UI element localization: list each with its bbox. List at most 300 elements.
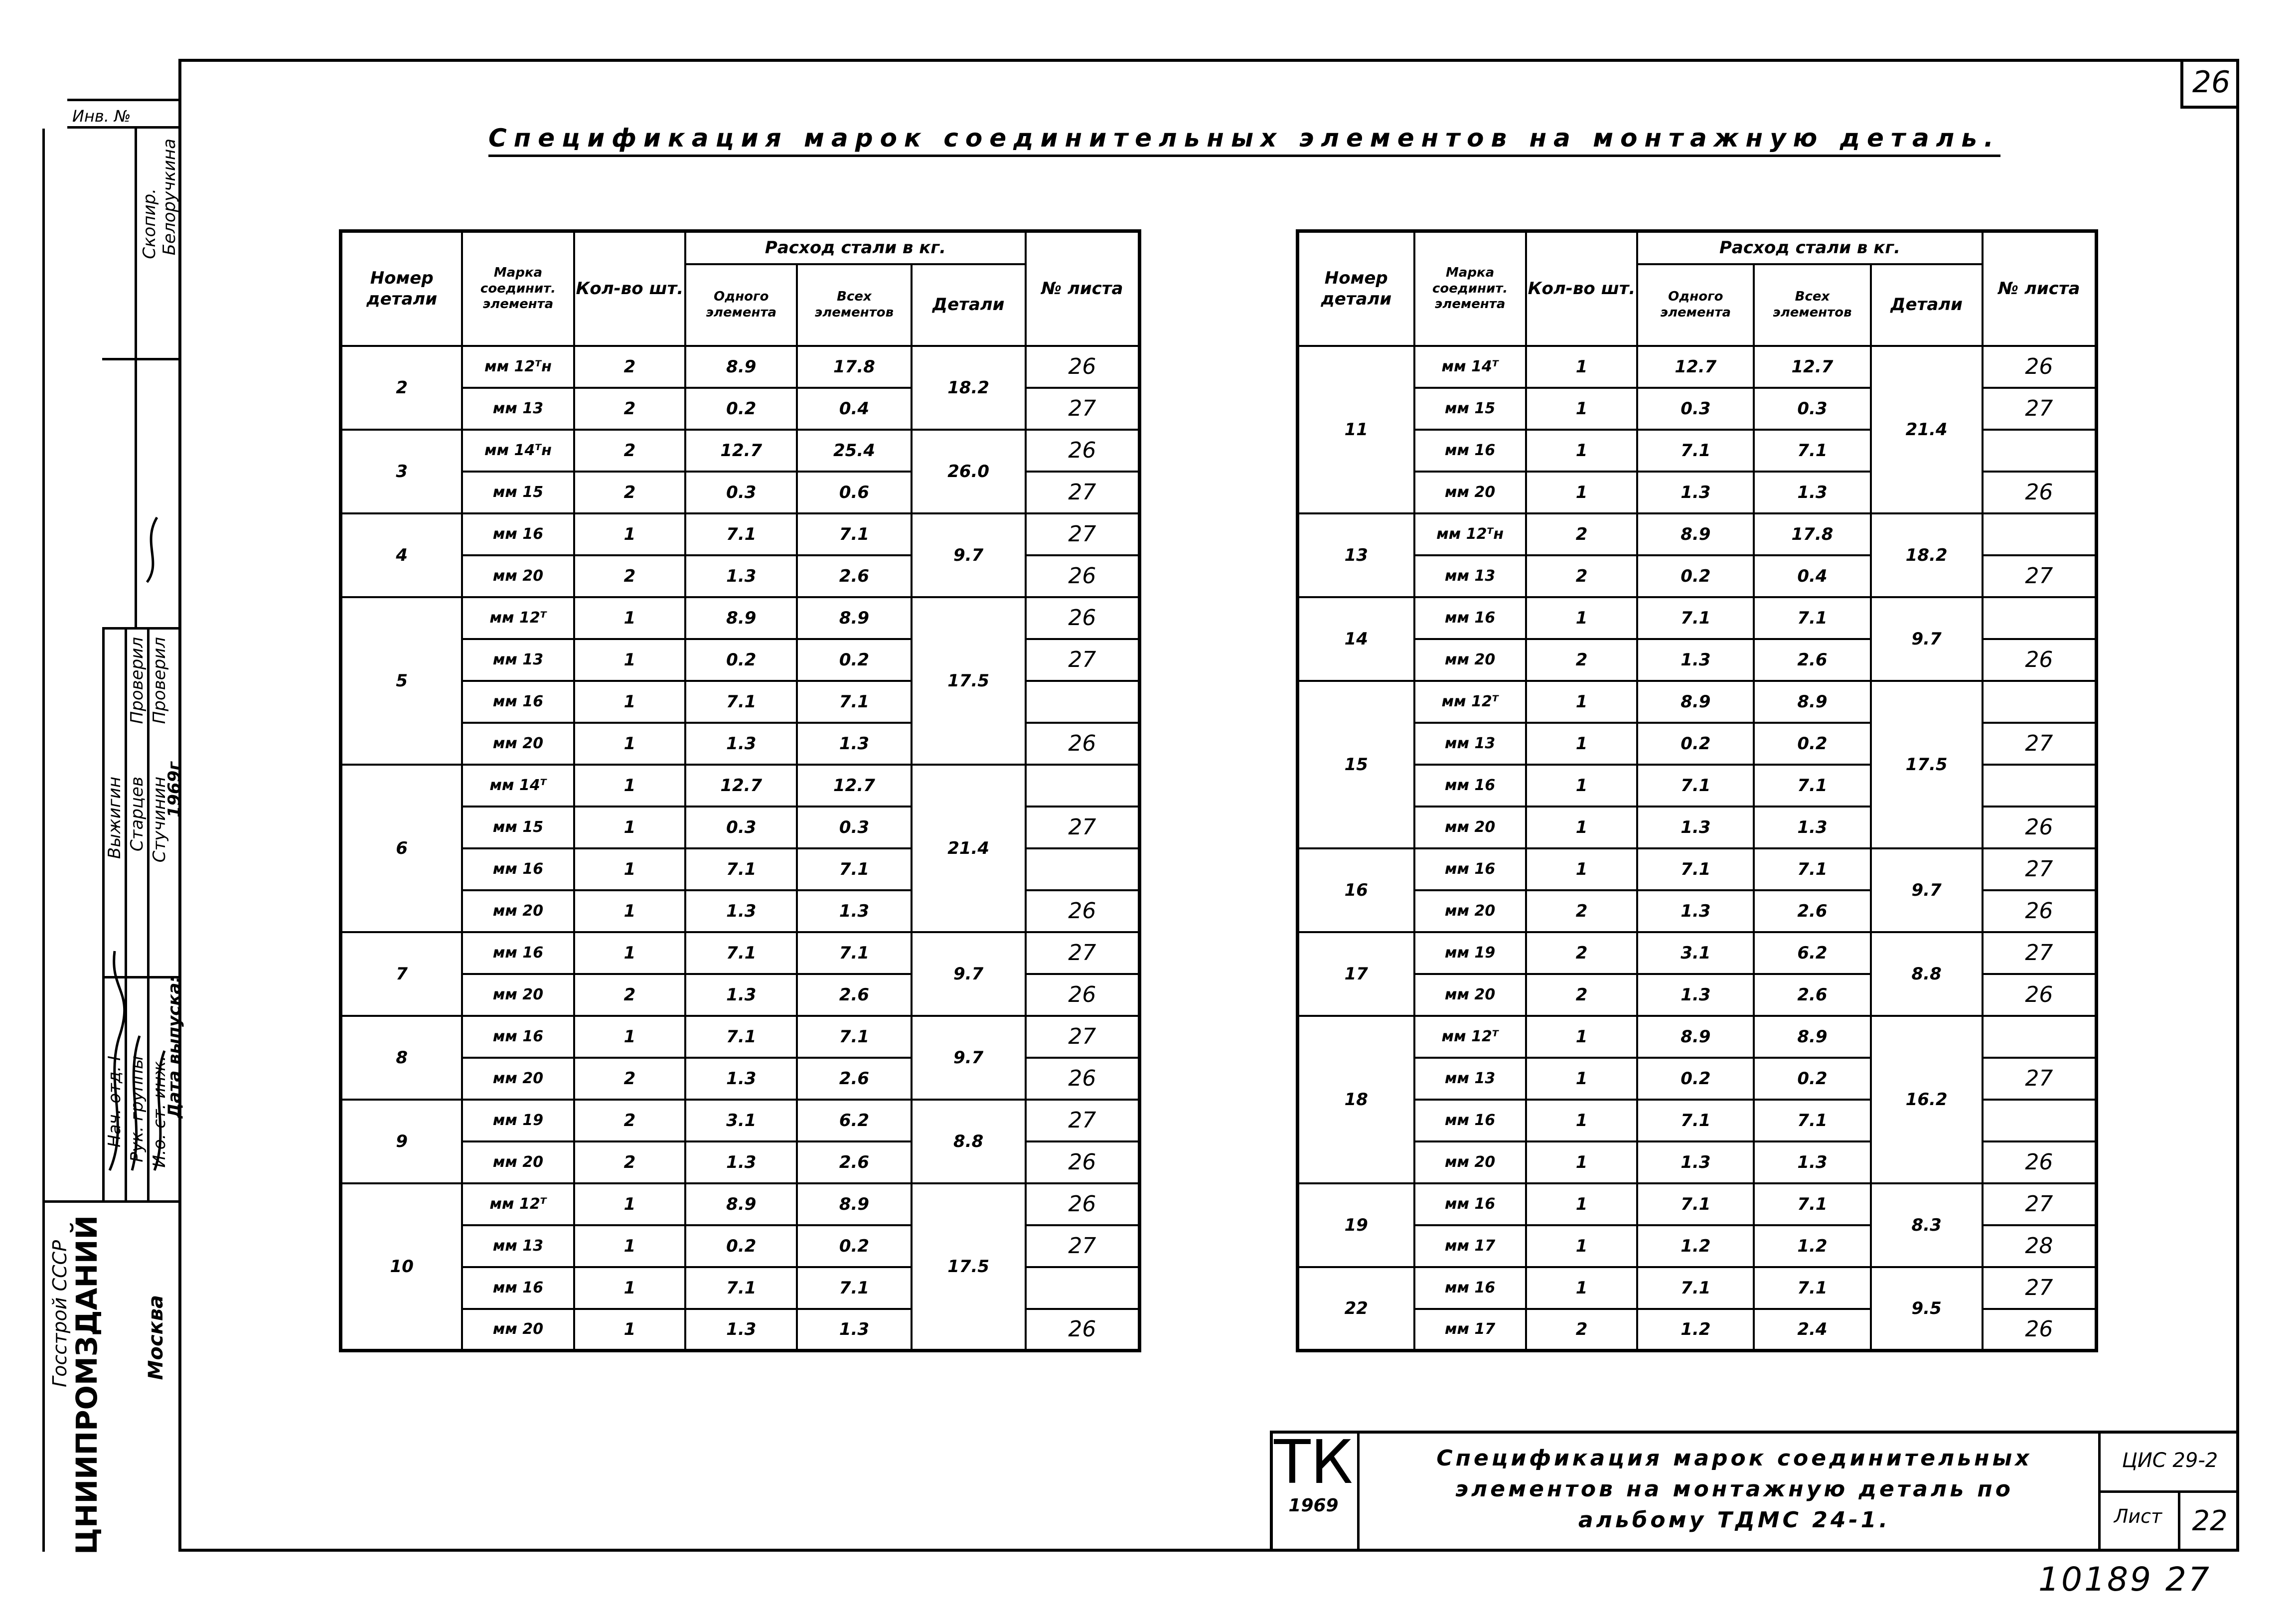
mark-cell: мм 16 <box>462 932 574 974</box>
one-element-cell: 1.3 <box>685 890 797 932</box>
qty-cell: 1 <box>574 513 686 555</box>
sheet-cell: 27 <box>1026 639 1140 681</box>
all-elements-cell: 1.3 <box>797 723 911 765</box>
title-block-line-1: Спецификация марок соединительных <box>1436 1446 2032 1471</box>
tk-year: 1969 <box>1288 1495 1339 1516</box>
mark-cell: мм 20 <box>462 1058 574 1100</box>
qty-cell: 1 <box>574 1016 686 1058</box>
qty-cell: 2 <box>1526 555 1638 597</box>
mark-cell: мм 16 <box>1414 848 1526 890</box>
sheet-cell <box>1026 1267 1140 1309</box>
detail-number-cell: 11 <box>1298 346 1414 513</box>
qty-cell: 2 <box>1526 1309 1638 1351</box>
table-row <box>341 1016 1140 1058</box>
all-elements-cell: 2.6 <box>797 1141 911 1183</box>
table-row <box>1298 848 2097 890</box>
qty-cell: 1 <box>1526 597 1638 639</box>
qty-cell: 2 <box>574 346 686 388</box>
detail-number-cell: 3 <box>341 430 462 513</box>
qty-cell: 1 <box>1526 1225 1638 1267</box>
all-elements-cell: 6.2 <box>797 1100 911 1141</box>
one-element-cell: 7.1 <box>1637 848 1754 890</box>
header-qty: Кол-во шт. <box>574 231 686 346</box>
sheet-cell <box>1026 848 1140 890</box>
mark-cell: мм 13 <box>1414 723 1526 765</box>
qty-cell: 1 <box>1526 1100 1638 1141</box>
qty-cell: 2 <box>574 1058 686 1100</box>
detail-number-cell: 17 <box>1298 932 1414 1016</box>
release-date-label: Дата выпуска: <box>164 976 184 1119</box>
mark-cell: мм 12ᵀ <box>1414 681 1526 723</box>
all-elements-cell: 7.1 <box>1754 430 1870 472</box>
all-elements-cell: 1.3 <box>1754 1141 1870 1183</box>
sheet-cell: 27 <box>1983 932 2097 974</box>
header-steel: Расход стали в кг. <box>1637 231 1982 264</box>
one-element-cell: 1.3 <box>1637 639 1754 681</box>
sheet-cell: 26 <box>1026 890 1140 932</box>
mark-cell: мм 20 <box>462 1309 574 1351</box>
all-elements-cell: 2.6 <box>797 555 911 597</box>
sheet-cell: 27 <box>1026 1016 1140 1058</box>
mark-cell: мм 12ᵀ <box>462 597 574 639</box>
qty-cell: 2 <box>574 974 686 1016</box>
all-elements-cell: 2.6 <box>797 1058 911 1100</box>
detail-total-cell: 9.5 <box>1871 1267 1983 1351</box>
qty-cell: 1 <box>574 1309 686 1351</box>
one-element-cell: 12.7 <box>685 430 797 472</box>
mark-cell: мм 20 <box>462 890 574 932</box>
tk-letters: ТК <box>1274 1428 1353 1497</box>
sheet-cell: 27 <box>1026 1100 1140 1141</box>
one-element-cell: 8.9 <box>1637 681 1754 723</box>
detail-total-cell: 8.8 <box>912 1100 1026 1183</box>
qty-cell: 1 <box>1526 430 1638 472</box>
one-element-cell: 7.1 <box>685 1016 797 1058</box>
checked-1: Проверил <box>127 637 147 724</box>
qty-cell: 1 <box>574 807 686 848</box>
sheet-cell: 26 <box>1983 890 2097 932</box>
sheet-cell: 27 <box>1026 1225 1140 1267</box>
qty-cell: 1 <box>574 597 686 639</box>
one-element-cell: 1.3 <box>685 723 797 765</box>
detail-number-cell: 4 <box>341 513 462 597</box>
qty-cell: 1 <box>574 1183 686 1225</box>
table-row <box>341 597 1140 639</box>
sheet-cell <box>1983 1100 2097 1141</box>
title-block-text <box>1371 1443 2098 1536</box>
signature-copy <box>137 507 177 587</box>
all-elements-cell: 8.9 <box>797 597 911 639</box>
one-element-cell: 7.1 <box>1637 1100 1754 1141</box>
sheet-cell <box>1983 681 2097 723</box>
qty-cell: 1 <box>1526 1058 1638 1100</box>
qty-cell: 2 <box>574 472 686 513</box>
one-element-cell: 1.3 <box>685 555 797 597</box>
detail-number-cell: 8 <box>341 1016 462 1100</box>
header-sheet: № листа <box>1983 231 2097 346</box>
all-elements-cell: 7.1 <box>797 513 911 555</box>
one-element-cell: 7.1 <box>1637 597 1754 639</box>
detail-total-cell: 21.4 <box>912 765 1026 932</box>
one-element-cell: 0.3 <box>1637 388 1754 430</box>
role-2: Рук. группы <box>127 1056 147 1162</box>
qty-cell: 1 <box>1526 723 1638 765</box>
qty-cell: 1 <box>1526 346 1638 388</box>
all-elements-cell: 8.9 <box>1754 1016 1870 1058</box>
header-all: Всех элементов <box>797 264 911 346</box>
sheet-cell <box>1983 430 2097 472</box>
sheet-cell: 27 <box>1983 1183 2097 1225</box>
qty-cell: 1 <box>574 932 686 974</box>
title-block-line-3: альбому ТДМС 24-1. <box>1578 1507 1891 1533</box>
detail-total-cell: 17.5 <box>912 597 1026 765</box>
mark-cell: мм 15 <box>462 472 574 513</box>
checked-2: Проверил <box>150 637 169 724</box>
one-element-cell: 7.1 <box>1637 430 1754 472</box>
header-sheet: № листа <box>1026 231 1140 346</box>
mark-cell: мм 16 <box>462 848 574 890</box>
sheet-cell <box>1983 597 2097 639</box>
qty-cell: 1 <box>1526 388 1638 430</box>
one-element-cell: 0.3 <box>685 472 797 513</box>
detail-number-cell: 5 <box>341 597 462 765</box>
table-row <box>341 1100 1140 1141</box>
org-gosstroy: Госстрой СССР <box>49 1240 71 1388</box>
all-elements-cell: 1.3 <box>797 1309 911 1351</box>
qty-cell: 2 <box>1526 639 1638 681</box>
qty-cell: 1 <box>574 723 686 765</box>
all-elements-cell: 0.2 <box>1754 1058 1870 1100</box>
qty-cell: 1 <box>1526 1141 1638 1183</box>
header-qty: Кол-во шт. <box>1526 231 1638 346</box>
sheet-cell: 27 <box>1983 555 2097 597</box>
all-elements-cell: 0.2 <box>797 639 911 681</box>
mark-cell: мм 20 <box>462 555 574 597</box>
one-element-cell: 1.3 <box>1637 974 1754 1016</box>
release-year: 1969г <box>164 762 184 818</box>
qty-cell: 2 <box>1526 890 1638 932</box>
sheet-cell: 26 <box>1983 346 2097 388</box>
mark-cell: мм 14ᵀ <box>1414 346 1526 388</box>
mark-cell: мм 16 <box>1414 430 1526 472</box>
qty-cell: 2 <box>574 1100 686 1141</box>
name-2: Старцев <box>127 777 147 852</box>
qty-cell: 1 <box>1526 1267 1638 1309</box>
sheet-cell: 27 <box>1983 1058 2097 1100</box>
sheet-cell: 27 <box>1983 388 2097 430</box>
table-row <box>1298 932 2097 974</box>
mark-cell: мм 16 <box>462 1016 574 1058</box>
sheet-cell: 26 <box>1983 1309 2097 1351</box>
mark-cell: мм 20 <box>1414 807 1526 848</box>
mark-cell: мм 20 <box>462 723 574 765</box>
qty-cell: 1 <box>1526 765 1638 807</box>
one-element-cell: 0.3 <box>685 807 797 848</box>
qty-cell: 1 <box>1526 1016 1638 1058</box>
all-elements-cell: 8.9 <box>797 1183 911 1225</box>
one-element-cell: 1.3 <box>1637 807 1754 848</box>
all-elements-cell: 7.1 <box>797 1267 911 1309</box>
mark-cell: мм 16 <box>462 513 574 555</box>
spec-table-right-body <box>1298 346 2097 1351</box>
footer-number: 10189 27 <box>2038 1560 2211 1599</box>
table-row <box>1298 1267 2097 1309</box>
detail-total-cell: 8.3 <box>1871 1183 1983 1267</box>
sheet-cell: 26 <box>1983 807 2097 848</box>
sheet-cell <box>1983 765 2097 807</box>
one-element-cell: 7.1 <box>685 932 797 974</box>
detail-number-cell: 6 <box>341 765 462 932</box>
one-element-cell: 7.1 <box>1637 765 1754 807</box>
one-element-cell: 0.2 <box>685 388 797 430</box>
one-element-cell: 7.1 <box>685 681 797 723</box>
mark-cell: мм 12ᵀ <box>462 1183 574 1225</box>
role-3: И.о. ст. инж. <box>150 1056 169 1168</box>
all-elements-cell: 7.1 <box>1754 1183 1870 1225</box>
one-element-cell: 8.9 <box>685 597 797 639</box>
sheet-cell: 26 <box>1026 723 1140 765</box>
qty-cell: 1 <box>574 848 686 890</box>
all-elements-cell: 0.3 <box>1754 388 1870 430</box>
all-elements-cell: 8.9 <box>1754 681 1870 723</box>
qty-cell: 1 <box>574 639 686 681</box>
mark-cell: мм 12ᵀн <box>1414 513 1526 555</box>
one-element-cell: 1.3 <box>685 1141 797 1183</box>
sheet-cell: 26 <box>1983 472 2097 513</box>
mark-cell: мм 16 <box>1414 1267 1526 1309</box>
one-element-cell: 0.2 <box>1637 723 1754 765</box>
one-element-cell: 7.1 <box>685 1267 797 1309</box>
mark-cell: мм 13 <box>462 388 574 430</box>
one-element-cell: 1.3 <box>1637 1141 1754 1183</box>
detail-number-cell: 22 <box>1298 1267 1414 1351</box>
sheet-cell: 26 <box>1983 639 2097 681</box>
detail-total-cell: 9.7 <box>1871 597 1983 681</box>
list-label: Лист <box>2114 1505 2162 1527</box>
one-element-cell: 7.1 <box>685 513 797 555</box>
sheet-cell: 26 <box>1026 346 1140 388</box>
header-detail-no: Номер детали <box>341 231 462 346</box>
all-elements-cell: 7.1 <box>1754 848 1870 890</box>
all-elements-cell: 0.2 <box>1754 723 1870 765</box>
sheet-cell: 26 <box>1026 430 1140 472</box>
table-row <box>341 1183 1140 1225</box>
list-number: 22 <box>2178 1490 2239 1552</box>
qty-cell: 1 <box>574 890 686 932</box>
sheet-cell: 26 <box>1026 597 1140 639</box>
header-one: Одного элемента <box>1637 264 1754 346</box>
detail-number-cell: 10 <box>341 1183 462 1351</box>
role-1: Нач. отд. I <box>105 1056 125 1147</box>
qty-cell: 2 <box>1526 932 1638 974</box>
detail-number-cell: 19 <box>1298 1183 1414 1267</box>
qty-cell: 2 <box>574 388 686 430</box>
mark-cell: мм 13 <box>462 1225 574 1267</box>
all-elements-cell: 17.8 <box>1754 513 1870 555</box>
mark-cell: мм 19 <box>1414 932 1526 974</box>
table-row <box>341 513 1140 555</box>
sheet-cell <box>1026 681 1140 723</box>
detail-total-cell: 17.5 <box>912 1183 1026 1351</box>
qty-cell: 2 <box>574 1141 686 1183</box>
qty-cell: 1 <box>1526 848 1638 890</box>
one-element-cell: 3.1 <box>1637 932 1754 974</box>
mark-cell: мм 16 <box>462 1267 574 1309</box>
mark-cell: мм 17 <box>1414 1225 1526 1267</box>
mark-cell: мм 16 <box>462 681 574 723</box>
qty-cell: 1 <box>1526 1183 1638 1225</box>
detail-total-cell: 17.5 <box>1871 681 1983 848</box>
one-element-cell: 0.2 <box>685 1225 797 1267</box>
mark-cell: мм 16 <box>1414 765 1526 807</box>
mark-cell: мм 20 <box>1414 974 1526 1016</box>
detail-total-cell: 9.7 <box>912 513 1026 597</box>
one-element-cell: 12.7 <box>685 765 797 807</box>
qty-cell: 1 <box>1526 472 1638 513</box>
sheet-cell <box>1983 1016 2097 1058</box>
mark-cell: мм 14ᵀ <box>462 765 574 807</box>
one-element-cell: 0.2 <box>1637 1058 1754 1100</box>
sheet-cell: 26 <box>1983 1141 2097 1183</box>
detail-total-cell: 18.2 <box>1871 513 1983 597</box>
mark-cell: мм 15 <box>1414 388 1526 430</box>
one-element-cell: 8.9 <box>685 346 797 388</box>
qty-cell: 1 <box>1526 807 1638 848</box>
one-element-cell: 3.1 <box>685 1100 797 1141</box>
qty-cell: 1 <box>1526 681 1638 723</box>
all-elements-cell: 1.2 <box>1754 1225 1870 1267</box>
copied-label: Скопир. <box>140 188 159 259</box>
detail-number-cell: 16 <box>1298 848 1414 932</box>
table-row <box>1298 513 2097 555</box>
name-3: Стучинин <box>150 777 169 863</box>
sheet-cell: 27 <box>1026 513 1140 555</box>
mark-cell: мм 13 <box>1414 1058 1526 1100</box>
one-element-cell: 8.9 <box>1637 1016 1754 1058</box>
all-elements-cell: 25.4 <box>797 430 911 472</box>
mark-cell: мм 12ᵀ <box>1414 1016 1526 1058</box>
detail-number-cell: 14 <box>1298 597 1414 681</box>
mark-cell: мм 13 <box>462 639 574 681</box>
header-mark: Марка соединит. элемента <box>462 231 574 346</box>
one-element-cell: 1.3 <box>685 974 797 1016</box>
mark-cell: мм 16 <box>1414 1183 1526 1225</box>
mark-cell: мм 17 <box>1414 1309 1526 1351</box>
page-title: Спецификация марок соединительных элементов на монтажную деталь. <box>488 124 2000 157</box>
org-cniipromzdaniy: ЦНИИПРОМЗДАНИЙ <box>70 1215 104 1555</box>
detail-total-cell: 18.2 <box>912 346 1026 430</box>
all-elements-cell: 0.2 <box>797 1225 911 1267</box>
qty-cell: 2 <box>1526 974 1638 1016</box>
document-code: ЦИС 29-2 <box>2098 1431 2239 1490</box>
mark-cell: мм 16 <box>1414 597 1526 639</box>
mark-cell: мм 20 <box>1414 472 1526 513</box>
table-row <box>1298 681 2097 723</box>
copied-name: Белоручкина <box>159 139 179 256</box>
all-elements-cell: 12.7 <box>1754 346 1870 388</box>
all-elements-cell: 6.2 <box>1754 932 1870 974</box>
city: Москва <box>145 1295 167 1380</box>
mark-cell: мм 20 <box>1414 890 1526 932</box>
one-element-cell: 12.7 <box>1637 346 1754 388</box>
all-elements-cell: 1.3 <box>797 890 911 932</box>
side-stamp <box>42 129 184 1555</box>
all-elements-cell: 7.1 <box>797 1016 911 1058</box>
detail-number-cell: 9 <box>341 1100 462 1183</box>
sheet-cell <box>1026 765 1140 807</box>
header-steel: Расход стали в кг. <box>685 231 1025 264</box>
tk-mark <box>1270 1428 1360 1552</box>
qty-cell: 1 <box>574 681 686 723</box>
detail-total-cell: 9.7 <box>1871 848 1983 932</box>
sheet-cell: 27 <box>1026 807 1140 848</box>
qty-cell: 1 <box>574 1267 686 1309</box>
detail-number-cell: 2 <box>341 346 462 430</box>
one-element-cell: 1.3 <box>685 1309 797 1351</box>
all-elements-cell: 7.1 <box>1754 597 1870 639</box>
one-element-cell: 7.1 <box>685 848 797 890</box>
all-elements-cell: 2.6 <box>1754 639 1870 681</box>
table-row <box>341 430 1140 472</box>
all-elements-cell: 0.4 <box>797 388 911 430</box>
header-detail-no: Номер детали <box>1298 231 1414 346</box>
header-detail: Детали <box>912 264 1026 346</box>
header-all: Всех элементов <box>1754 264 1870 346</box>
detail-number-cell: 13 <box>1298 513 1414 597</box>
one-element-cell: 1.3 <box>1637 472 1754 513</box>
mark-cell: мм 20 <box>462 1141 574 1183</box>
one-element-cell: 1.3 <box>1637 890 1754 932</box>
all-elements-cell: 7.1 <box>797 681 911 723</box>
sheet-cell: 27 <box>1026 472 1140 513</box>
table-row <box>1298 1183 2097 1225</box>
mark-cell: мм 20 <box>462 974 574 1016</box>
sheet-cell: 26 <box>1026 555 1140 597</box>
mark-cell: мм 20 <box>1414 1141 1526 1183</box>
header-detail: Детали <box>1871 264 1983 346</box>
signatures <box>100 802 179 1190</box>
all-elements-cell: 12.7 <box>797 765 911 807</box>
sheet-cell: 27 <box>1983 848 2097 890</box>
mark-cell: мм 13 <box>1414 555 1526 597</box>
all-elements-cell: 17.8 <box>797 346 911 388</box>
all-elements-cell: 7.1 <box>1754 1100 1870 1141</box>
name-1: Выжигин <box>105 777 125 859</box>
detail-total-cell: 8.8 <box>1871 932 1983 1016</box>
sheet-cell: 27 <box>1983 1267 2097 1309</box>
mark-cell: мм 12ᵀн <box>462 346 574 388</box>
all-elements-cell: 0.6 <box>797 472 911 513</box>
one-element-cell: 8.9 <box>685 1183 797 1225</box>
mark-cell: мм 15 <box>462 807 574 848</box>
table-row <box>341 346 1140 388</box>
detail-number-cell: 18 <box>1298 1016 1414 1183</box>
all-elements-cell: 1.3 <box>1754 472 1870 513</box>
spec-table-left-body <box>341 346 1140 1351</box>
one-element-cell: 1.2 <box>1637 1225 1754 1267</box>
one-element-cell: 7.1 <box>1637 1267 1754 1309</box>
table-row <box>341 765 1140 807</box>
spec-table-left <box>339 229 1141 1352</box>
one-element-cell: 7.1 <box>1637 1183 1754 1225</box>
all-elements-cell: 0.3 <box>797 807 911 848</box>
detail-number-cell: 15 <box>1298 681 1414 848</box>
detail-total-cell: 21.4 <box>1871 346 1983 513</box>
detail-total-cell: 9.7 <box>912 932 1026 1016</box>
all-elements-cell: 7.1 <box>1754 765 1870 807</box>
all-elements-cell: 2.4 <box>1754 1309 1870 1351</box>
header-one: Одного элемента <box>685 264 797 346</box>
